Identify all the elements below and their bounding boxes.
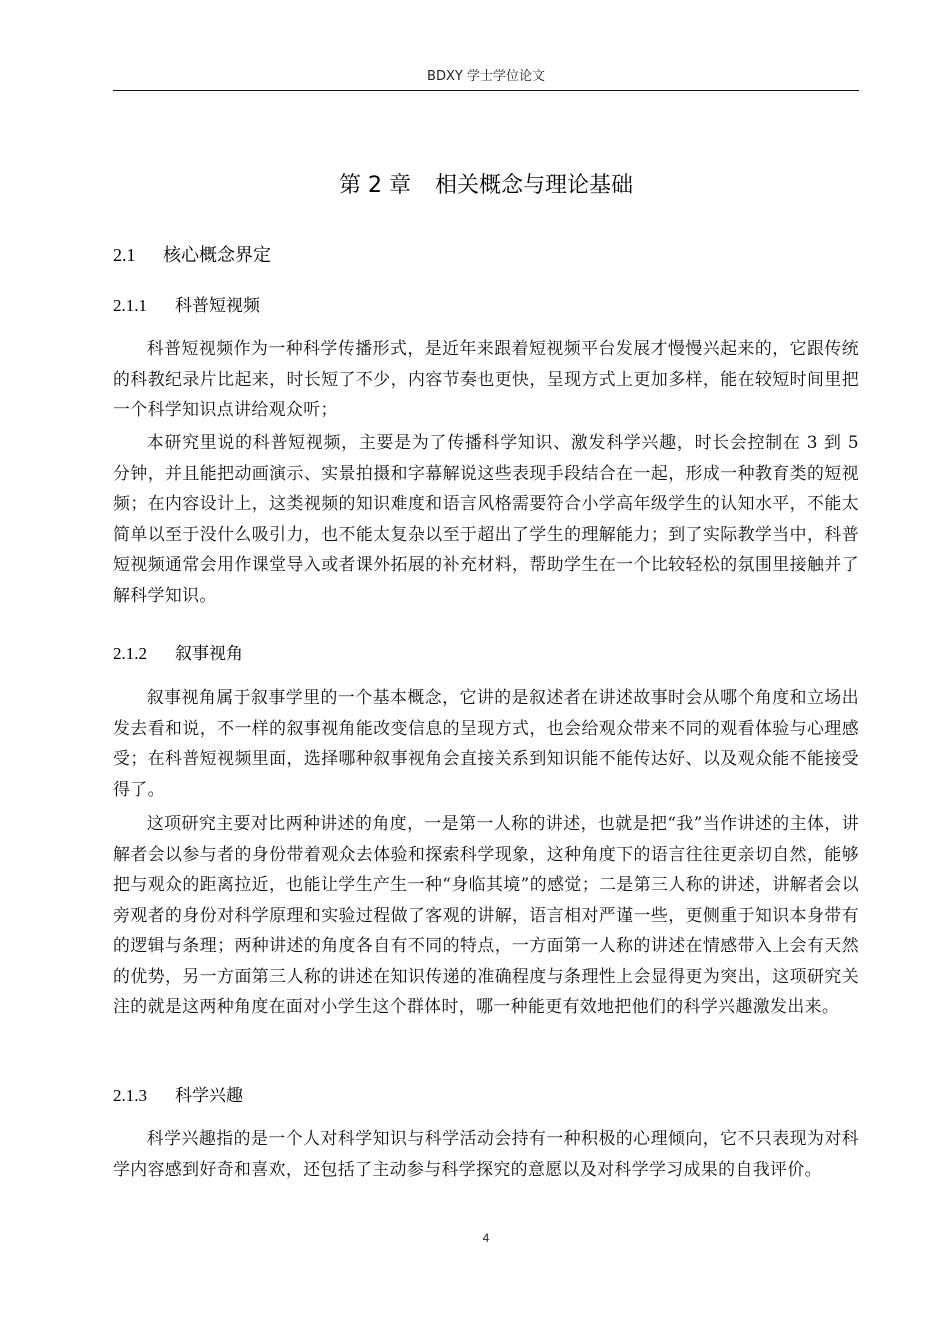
body-paragraph: 本研究里说的科普短视频，主要是为了传播科学知识、激发科学兴趣，时长会控制在 3 到 5 分钟，并且能把动画演示、实景拍摄和字幕解说这些表现手段结合在一起，形成一种教育类的短视频；在内容设计上，这类视频的知识难度和语言风格需要符合小学高年级学生的认知水平，不能太简单以至于没什么吸引力，也不能太复杂以至于超出了学生的理解能力；到了实际教学当中，科普短视频通常会用作课堂导入或者课外拓展的补充材料，帮助学生在一个比较轻松的氛围里接触并了解科学知识。 xyxy=(113,432,859,605)
body-paragraph: 这项研究主要对比两种讲述的角度，一是第一人称的讲述，也就是把“我”当作讲述的主体，讲解者会以参与者的身份带着观众去体验和探索科学现象，这种角度下的语言往往更亲切自然，能够把与观众的距离拉近，也能让学生产生一种“身临其境”的感觉；二是第三人称的讲述，讲解者会以旁观者的身份对科学原理和实验过程做了客观的讲解，语言相对严谨一些，更侧重于知识本身带有的逻辑与条理；两种讲述的角度各自有不同的特点，一方面第一人称的讲述在情感带入上会有天然的优势，另一方面第三人称的讲述在知识传递的准确程度与条理性上会显得更为突出，这项研究关注的就是这两种角度在面对小学生这个群体时，哪一种能更有效地把他们的科学兴趣激发出来。 xyxy=(113,813,859,1016)
subsection-number: 2.1.1 xyxy=(113,296,147,315)
chapter-title xyxy=(113,170,859,202)
header-rule xyxy=(113,90,859,91)
subsection-heading xyxy=(113,1084,243,1108)
body-paragraph: 叙事视角属于叙事学里的一个基本概念，它讲的是叙述者在讲述故事时会从哪个角度和立场出发去看和说，不一样的叙事视角能改变信息的呈现方式，也会给观众带来不同的观看体验与心理感受；在科普短视频里面，选择哪种叙事视角会直接关系到知识能不能传达好、以及观众能不能接受得了。 xyxy=(113,687,859,799)
section-title: 核心概念界定 xyxy=(163,245,271,266)
section-heading xyxy=(113,242,271,269)
subsection-title: 科学兴趣 xyxy=(175,1086,243,1106)
subsection-heading xyxy=(113,294,260,318)
subsection-number: 2.1.3 xyxy=(113,1086,147,1105)
section-number: 2.1 xyxy=(113,245,136,265)
running-header: BDXY 学士学位论文 xyxy=(427,69,545,84)
chapter-number: 第 2 章 xyxy=(339,173,411,198)
subsection-number: 2.1.2 xyxy=(113,644,147,663)
subsection-heading xyxy=(113,642,243,666)
body-paragraph: 科普短视频作为一种科学传播形式，是近年来跟着短视频平台发展才慢慢兴起来的，它跟传统的科教纪录片比起来，时长短了不少，内容节奏也更快，呈现方式上更加多样，能在较短时间里把一个科学知识点讲给观众听； xyxy=(113,338,859,419)
body-paragraph: 科学兴趣指的是一个人对科学知识与科学活动会持有一种积极的心理倾向，它不只表现为对科学内容感到好奇和喜欢，还包括了主动参与科学探究的意愿以及对科学学习成果的自我评价。 xyxy=(113,1128,859,1179)
subsection-title: 科普短视频 xyxy=(175,296,260,316)
chapter-title-text: 相关概念与理论基础 xyxy=(434,173,633,198)
page-number: 4 xyxy=(482,1231,490,1245)
subsection-title: 叙事视角 xyxy=(175,644,243,664)
